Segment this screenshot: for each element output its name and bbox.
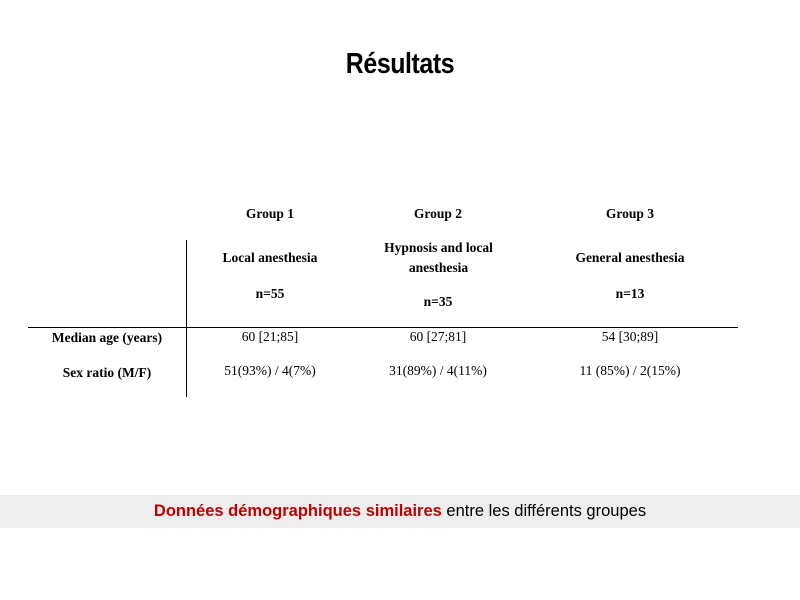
- group-1-n: n=55: [255, 286, 285, 301]
- group-2-n: n=35: [423, 294, 453, 309]
- slide-title: Résultats: [345, 48, 455, 80]
- median-age-group-2: 60 [27;81]: [409, 329, 467, 344]
- table-vertical-divider: [186, 240, 187, 397]
- group-2-method: Hypnosis and local anesthesia: [384, 240, 493, 275]
- sex-ratio-group-1: 51(93%) / 4(7%): [224, 363, 316, 378]
- group-1-header: Group 1: [245, 206, 295, 221]
- group-2-header: Group 2: [413, 206, 463, 221]
- group-3-method: General anesthesia: [575, 250, 685, 265]
- conclusion-emphasis: Données démographiques similaires: [153, 502, 442, 520]
- sex-ratio-group-3: 11 (85%) / 2(15%): [579, 363, 681, 378]
- row-label-sex-ratio: Sex ratio (M/F): [62, 365, 152, 380]
- group-3-n: n=13: [615, 286, 645, 301]
- sex-ratio-group-2: 31(89%) / 4(11%): [389, 363, 487, 378]
- conclusion-text: [0, 495, 800, 528]
- group-3-header: Group 3: [605, 206, 655, 221]
- median-age-group-1: 60 [21;85]: [241, 329, 299, 344]
- median-age-group-3: 54 [30;89]: [601, 329, 659, 344]
- row-label-median-age: Median age (years): [51, 330, 163, 345]
- conclusion-banner: [0, 495, 800, 528]
- conclusion-rest: entre les différents groupes: [441, 502, 647, 520]
- group-1-method: Local anesthesia: [222, 250, 318, 265]
